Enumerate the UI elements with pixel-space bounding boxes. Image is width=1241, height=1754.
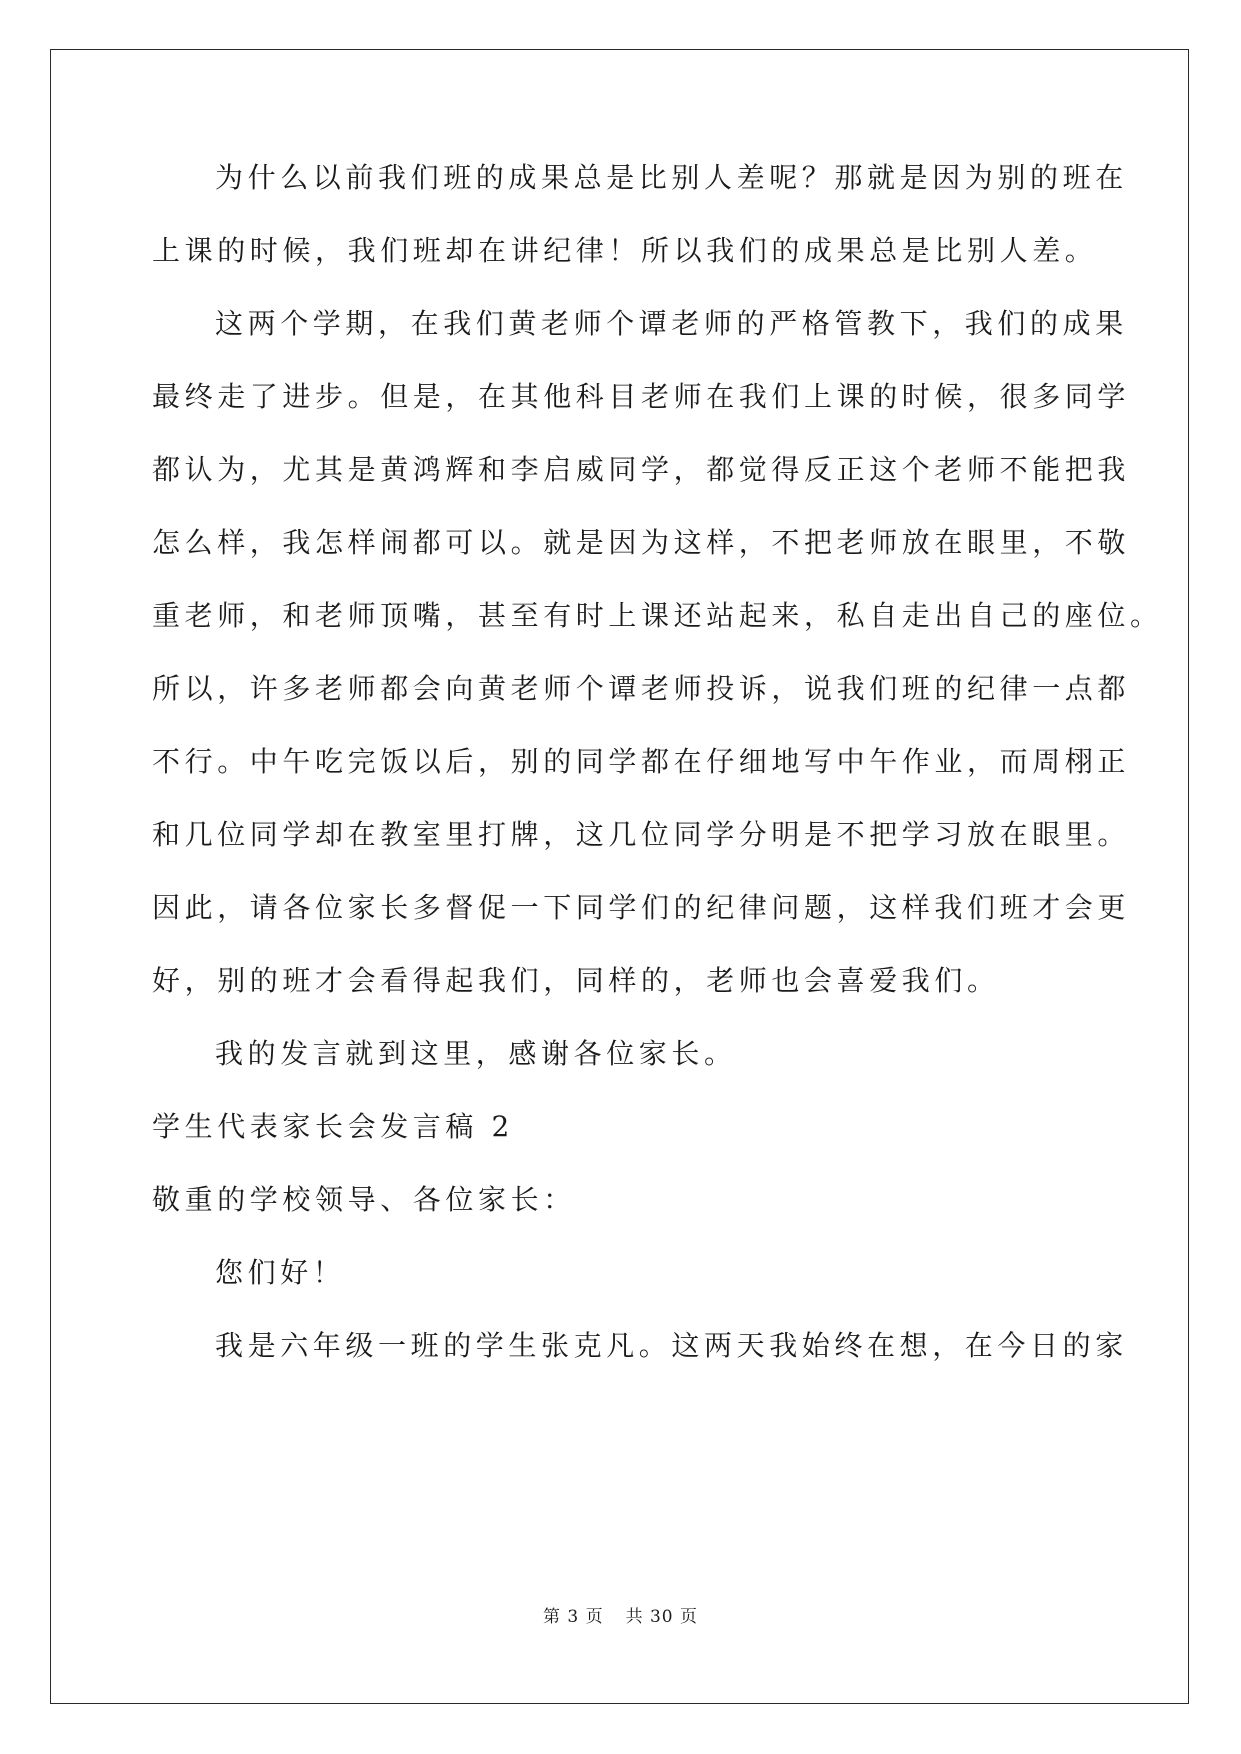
- section-heading: 学生代表家长会发言稿 2: [152, 1110, 514, 1143]
- text-line: 这两个学期，在我们黄老师个谭老师的严格管教下，我们的成果: [215, 307, 1128, 340]
- text-line: 所以，许多老师都会向黄老师个谭老师投诉，说我们班的纪律一点都: [152, 672, 1131, 705]
- page-total: 共 30 页: [625, 1607, 699, 1627]
- page-footer: [0, 1606, 1241, 1628]
- text-line: 怎么样，我怎样闹都可以。就是因为这样，不把老师放在眼里，不敬: [152, 526, 1131, 559]
- greeting: 您们好！: [215, 1256, 346, 1289]
- text-line: 上课的时候，我们班却在讲纪律！所以我们的成果总是比别人差。: [152, 234, 1098, 267]
- text-line: 我的发言就到这里，感谢各位家长。: [215, 1037, 737, 1070]
- page-border: [50, 49, 1189, 1704]
- text-line: 不行。中午吃完饭以后，别的同学都在仔细地写中午作业，而周栩正: [152, 745, 1131, 778]
- text-line: 重老师，和老师顶嘴，甚至有时上课还站起来，私自走出自己的座位。: [152, 599, 1163, 632]
- text-line: 我是六年级一班的学生张克凡。这两天我始终在想，在今日的家: [215, 1329, 1128, 1362]
- salutation: 敬重的学校领导、各位家长：: [152, 1183, 576, 1216]
- text-line: 都认为，尤其是黄鸿辉和李启威同学，都觉得反正这个老师不能把我: [152, 453, 1131, 486]
- text-line: 和几位同学却在教室里打牌，这几位同学分明是不把学习放在眼里。: [152, 818, 1131, 851]
- text-line: 为什么以前我们班的成果总是比别人差呢？那就是因为别的班在: [215, 161, 1128, 194]
- text-line: 因此，请各位家长多督促一下同学们的纪律问题，这样我们班才会更: [152, 891, 1131, 924]
- page-number: 第 3 页: [542, 1607, 604, 1627]
- text-line: 好，别的班才会看得起我们，同样的，老师也会喜爱我们。: [152, 964, 1000, 997]
- text-line: 最终走了进步。但是，在其他科目老师在我们上课的时候，很多同学: [152, 380, 1131, 413]
